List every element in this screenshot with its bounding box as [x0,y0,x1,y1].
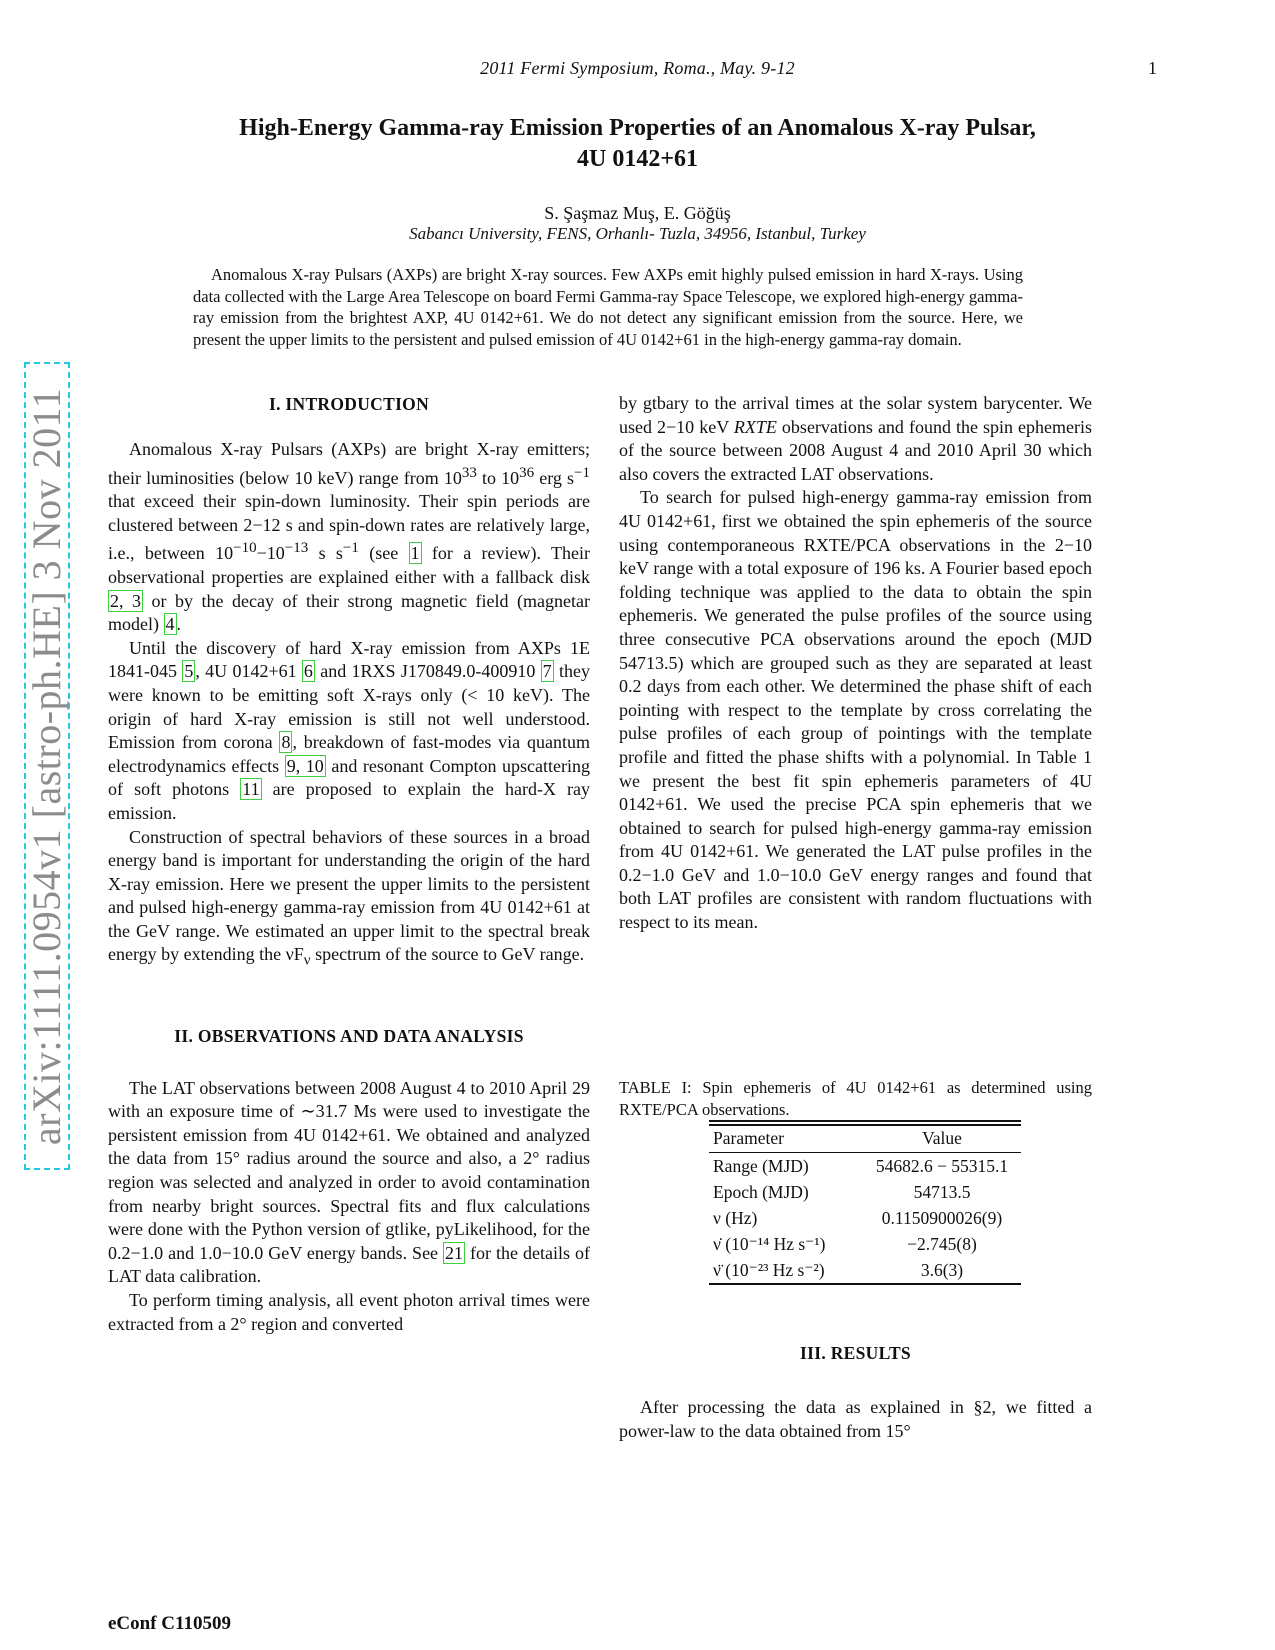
right-body [619,392,1092,935]
table-cell: Epoch (MJD) [713,1181,809,1202]
citation-link[interactable]: 2, 3 [110,590,142,611]
observations-body [108,1077,590,1337]
paper-title [0,113,1275,175]
table-cell: Range (MJD) [713,1155,809,1176]
arxiv-stamp[interactable] [24,362,70,1170]
section-heading-results: III. RESULTS [800,1343,911,1363]
citation-link[interactable]: 6 [303,661,313,682]
table-header-row [709,1126,1021,1152]
intro-paragraph-1: Anomalous X-ray Pulsars (AXPs) are bright X-ray emitters; their luminosities (below 10 keV) range from $10^{33}$ to $10^{36}$ erg $s^{-1}$ that exceed their spin-down luminosity. Their spin periods are clustered between 2−12 s and spin-down rates are relatively large, i.e., between $10^{-10}-10^{-13}$ s $s^{-1}$ (see 1 for a review). Their observational properties are explained either with a fallback disk 2, 3 or by the decay of their strong magnetic field (magnetar model) 4 . [108,439,590,635]
right-column [619,392,1092,935]
table-row [709,1205,1021,1231]
ephemeris-table [709,1120,1021,1285]
table-cell: 54682.6 − 55315.1 [875,1155,1009,1176]
table-row [709,1179,1021,1205]
intro-paragraph-3: Construction of spectral behaviors of these sources in a broad energy band is important for understanding the origin of the hard X-ray emission. Here we present the upper limits to the persistent and pulsed high-energy gamma-ray emission from 4U 0142+61 at the GeV range. We estimated an upper limit to the spectral break energy by extending the $\nu F_\nu$ spectrum of the source to GeV range. [108,826,590,970]
footer-conference-id: eConf C110509 [108,1613,231,1634]
arxiv-stamp-text: arXiv:1111.0954v1 [astro-ph.HE] 3 Nov 2011 [24,387,70,1145]
left-column [108,394,590,1336]
citation-link[interactable]: 11 [242,779,260,800]
citation-link[interactable]: 4 [165,614,175,635]
table-row [709,1231,1021,1257]
table-cell: ν̈ (10⁻²³ Hz s⁻²) [713,1259,825,1280]
introduction-body [108,438,590,974]
intro-paragraph-2: Until the discovery of hard X-ray emission from AXPs 1E 1841-045 5 , 4U 0142+61 6 and 1RXS J170849.0-400910 7 they were known to be emitting soft X-rays only (< 10 keV). The origin of hard X-ray emission is still not well understood. Emission from corona 8 , breakdown of fast-modes via quantum electrodynamics effects 9, 10 and resonant Compton upscattering of soft photons 11 are proposed to explain the hard-X ray emission. [108,637,591,823]
table-header-cell: Value [922,1128,962,1148]
table-row [709,1153,1021,1179]
obs-paragraph-1: The LAT observations between 2008 August 4 to 2010 April 29 with an exposure time of ∼31.7 Ms were used to investigate the persistent emission from 4U 0142+61. We obtained and analyzed the data from 15° radius around the source and also, a 2° radius region was selected and analyzed in order to avoid contamination from nearby bright sources. Spectral fits and flux calculations were done with the Python version of gtlike, pyLikelihood, for the 0.2−1.0 and 1.0−10.0 GeV energy bands. See 21 for the details of LAT data calibration. [108,1077,590,1287]
section-heading-observations: II. OBSERVATIONS AND DATA ANALYSIS [174,1025,524,1046]
citation-link[interactable]: 7 [542,661,552,682]
results-body [619,1396,1092,1443]
title-line-2: 4U 0142+61 [576,146,698,172]
page-number: 1 [1148,58,1157,78]
affiliation: Sabancı University, FENS, Orhanlı- Tuzla, 34956, Istanbul, Turkey [409,224,866,243]
table-caption: TABLE I: Spin ephemeris of 4U 0142+61 as determined using RXTE/PCA observations. [619,1078,1092,1119]
citation-link[interactable]: 1 [410,543,420,564]
authors: S. Şaşmaz Muş, E. Göğüş [544,203,731,223]
results-paragraph-1: After processing the data as explained in §2, we fitted a power-law to the data obtained from 15° [619,1397,1092,1441]
abstract [193,264,1023,350]
table-cell: 3.6(3) [920,1259,964,1280]
running-header: 2011 Fermi Symposium, Roma., May. 9-12 [480,58,795,78]
citation-link[interactable]: 8 [281,732,291,753]
section-heading-introduction: I. INTRODUCTION [268,394,430,414]
right-paragraph-2: To search for pulsed high-energy gamma-ray emission from 4U 0142+61, first we obtained the spin ephemeris of the source using contemporaneous RXTE/PCA observations in the 2−10 keV range with a total exposure of 196 ks. A Fourier based epoch folding technique was applied to the data to obtain the spin ephemeris. We generated the pulse profiles of the source using three consecutive PCA observations around the epoch (MJD 54713.5) which are grouped such as they are separated at least 0.2 days from each other. We determined the phase shift of each pointing with respect to the template by cross correlating the pulse profiles of each group of pointings with the template profile and fitted the phase shifts with a polynomial. In Table 1 we present the best fit spin ephemeris parameters of 4U 0142+61. We used the precise PCA spin ephemeris that we obtained to search for pulsed high-energy gamma-ray emission from 4U 0142+61. We generated the LAT pulse profiles in the 0.2−1.0 GeV and 1.0−10.0 GeV energy ranges and found that both LAT profiles are consistent with random fluctuations with respect to its mean. [619,487,1092,933]
table-cell: ν (Hz) [713,1207,758,1228]
citation-link[interactable]: 5 [184,661,194,682]
table-cell: 0.1150900026(9) [881,1207,1003,1228]
citation-link[interactable]: 21 [445,1242,464,1263]
table-cell: 54713.5 [913,1181,971,1202]
citation-link[interactable]: 9, 10 [286,755,324,776]
table-row [709,1257,1021,1283]
table-header-cell: Parameter [713,1128,784,1148]
right-paragraph-1: by gtbary to the arrival times at the solar system barycenter. We used 2−10 keV RXTE observations and found the spin ephemeris of the source between 2008 August 4 and 2010 April 30 which also covers the extracted LAT observations. [619,393,1093,484]
table-cell: −2.745(8) [907,1233,977,1254]
obs-paragraph-2: To perform timing analysis, all event photon arrival times were extracted from a 2° region and converted [108,1290,590,1334]
table-cell: ν̇ (10⁻¹⁴ Hz s⁻¹) [713,1233,826,1254]
title-line-1: High-Energy Gamma-ray Emission Properties of an Anomalous X-ray Pulsar, [239,115,1036,141]
abstract-text: Anomalous X-ray Pulsars (AXPs) are bright X-ray sources. Few AXPs emit highly pulsed emission in hard X-rays. Using data collected with the Large Area Telescope on board Fermi Gamma-ray Space Telescope, we explored high-energy gamma-ray emission from the brightest AXP, 4U 0142+61. We do not detect any significant emission from the source. Here, we present the upper limits to the persistent and pulsed emission of 4U 0142+61 in the high-energy gamma-ray domain. [193,265,1023,349]
